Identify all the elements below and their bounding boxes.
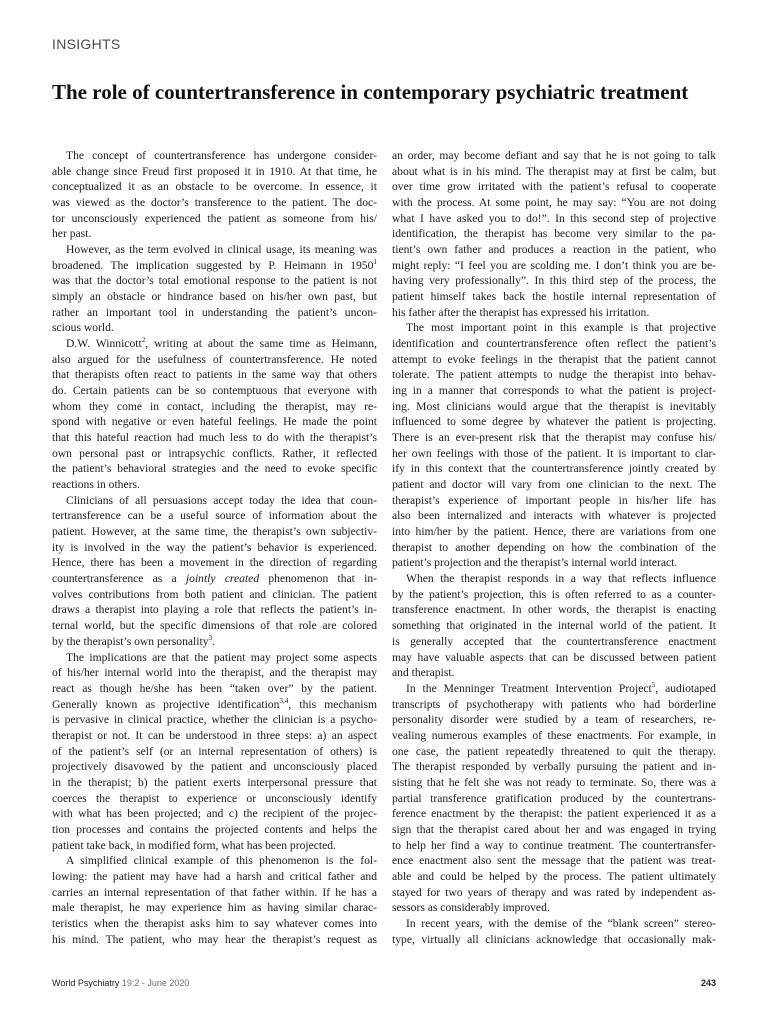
text-line: rather an important tool in understanding the patient’s uncon- [52,305,377,319]
text-line: therapist to another depending on how the combination of the [392,540,716,554]
text-line: his father after the therapist has expressed his irritation. [392,305,650,319]
text-line: ternal world, but the specific dimensions of that role are colored [52,619,377,633]
text-line: with what has been projected; and c) the recipient of the projec- [52,807,377,821]
reference-number: 1 [373,257,377,266]
article-title: The role of countertransference in contemporary psychiatric treatment [52,80,689,104]
text-line: something that originated in the internal world of the patient. It [392,619,716,633]
text-line: patient. However, at the same time, the therapist’s own subjectiv- [52,525,377,539]
text-line: carries an internal representation of that father within. If he has a [52,885,377,899]
text-line: own personal past or intrapsychic conflicts. Rather, it reflected [52,446,377,460]
text-line: therapist or not. It can be understood in three steps: a) an aspect [52,728,377,742]
text-line [52,571,377,587]
section-label: INSIGHTS [52,36,121,52]
text-line: of the patient’s self (or an internal representation of others) is [52,744,377,758]
text-line: tor unconsciously experienced the patient as someone from his/ [52,211,377,225]
text-run: , this mechanism [288,697,377,711]
text-line: able and could be helped by the process. The patient ultimately [392,869,716,883]
journal-name: World Psychiatry [52,978,120,988]
paragraph-first-line: A simplified clinical example of this phenomenon is the fol- [66,854,377,868]
paragraph-first-line: When the therapist responds in a way that reflects influence [406,572,716,586]
text-line: identification, the therapist has become very similar to the pa- [392,227,716,241]
text-line: coerces the therapist to experience or unconsciously identify [52,791,377,805]
text-line: tertransference can be a useful source of information about the [52,509,377,523]
text-line: attempt to evoke feelings in the therapist that the patient cannot [392,352,716,366]
text-line: having very professionally”. In this third step of the process, the [392,274,716,288]
text-run: , audiotaped [655,681,716,695]
text-run: D.W. Winnicott [66,337,142,351]
page-number: 243 [700,978,716,988]
text-line: in the therapist; b) the patient exerts interpersonal pressure that [52,775,377,789]
text-line: was that the doctor’s total emotional response to the patient is not [52,274,377,288]
text-line: into him/her by the patient. Hence, there are variations from one [392,525,716,539]
text-run: countertransference as a [52,572,186,586]
text-line: is pervasive in clinical practice, whether the clinician is a psycho- [52,713,377,727]
reference-number: 2 [141,336,146,345]
text-line: what I have asked you to do!”. In this second step of projective [392,211,716,225]
text-line: scious world. [52,321,114,335]
paragraph-first-line: Clinicians of all persuasions accept today the idea that coun- [66,493,377,507]
text-line: reactions in others. [52,478,140,492]
text-line: identification and countertransference often reflect the patient’s [392,337,716,351]
right-column [392,148,716,947]
text-line: simply an obstacle or hindrance based on his/her own past, but [52,290,377,304]
paragraph-first-line: In recent years, with the demise of the “blank screen” stereo- [406,916,716,930]
text-line: the patient’s behavioral strategies and the need to evoke specific [52,462,377,476]
text-line: react as though he/she has been “taken over” by the patient. [52,681,377,695]
text-line: one case, the patient repeatedly threatened to quit the therapy. [392,744,716,758]
text-line: is generally accepted that the countertransference enactment [392,634,716,648]
text-line: do. Certain patients can be so contemptuous that everyone with [52,384,377,398]
text-line: to help her find a way to continue treatment. The countertransfer- [392,838,716,852]
text-run: Generally known as projective identification [52,697,280,711]
text-line: transcripts of psychotherapy with patients who had borderline [392,697,716,711]
text-line: an order, may become defiant and say that he is not going to talk [392,149,716,162]
paragraph-first-line: The implications are that the patient may project some aspects [66,650,377,664]
text-line: sisting that he felt she was not ready to terminate. So, there was a [392,775,716,789]
text-line: There is an ever-present risk that the therapist may confuse his/ [392,431,716,445]
text-line: teristics when the therapist asks him to say whatever comes into [52,916,377,930]
paragraph-first-line [52,336,377,352]
text-line: sessors as considerably improved. [392,901,550,915]
paragraph-first-line: However, as the term evolved in clinical usage, its meaning was [66,243,377,257]
text-line: able change since Freud first proposed it in 1910. At that time, he [52,164,377,178]
journal-issue: 19:2 - June 2020 [121,978,190,988]
left-column [52,148,377,947]
text-line: type, virtually all clinicians acknowledge that occasionally mak- [392,932,716,946]
text-line: Hence, there has been a movement in the direction of regarding [52,556,377,570]
text-line: also been internalized and interacts with whatever is projected [392,509,716,523]
text-line: tolerate. The patient attempts to nudge the therapist into behav- [392,368,716,382]
text-line: her past. [52,227,92,241]
text-line: lowing: the patient may have had a harsh and critical father and [52,869,377,883]
text-line: also argued for the usefulness of countertransference. He noted [52,352,377,366]
text-line: patient himself takes back the hostile internal representation of [392,290,716,304]
text-line: ference enactment by the therapist: the patient experienced it as a [392,807,716,821]
text-line: was viewed as the doctor’s transference to the patient. The doc- [52,196,377,210]
text-line: personality disorder were studied by a team of researchers, re- [392,713,716,727]
reference-number: 5 [651,680,656,689]
text-line: patient take back, in modified form, what has been projected. [52,838,336,852]
text-run: by the therapist’s own personality [52,634,209,648]
text-line: ence enactment also sent the message that the patient was treat- [392,854,716,868]
text-line: male therapist, he may experience him as having similar charac- [52,901,377,915]
text-line: might reply: “I feel you are scolding me. I don’t think you are be- [392,258,716,272]
emphasized-text: jointly created [185,572,260,586]
text-line: transference enactment. In other words, the therapist is enacting [392,603,716,617]
text-line: ing in a manner that corresponds to what the patient is project- [392,384,716,398]
text-line: conceptualized it as an obstacle to be overcome. In essence, it [52,180,377,194]
text-line [52,258,377,274]
text-line [52,697,377,713]
text-line: sign that the therapist cared about her and was engaged in trying [392,822,716,836]
text-line: with the process. At some point, he may say: “You are not doing [392,196,716,210]
paragraph-first-line [392,681,716,697]
text-run: In the Menninger Treatment Intervention Project [406,681,652,695]
text-line [52,634,377,650]
text-line: patient’s projection and the therapist’s internal world interact. [392,556,678,570]
text-line: ing. Most clinicians would argue that the therapist is inevitably [392,399,716,413]
paragraph-first-line: The most important point in this example is that projective [406,321,716,335]
text-line: by the patient’s projection, this is often referred to as a counter- [392,587,716,601]
text-line: whom they come in contact, including the therapist, may re- [52,399,377,413]
text-line: draws a therapist into playing a role that reflects the patient’s in- [52,603,377,617]
text-line: stayed for two years of therapy and was rated by independent as- [392,885,716,899]
text-run: , writing at about the same time as Heimann, [145,337,377,351]
text-line: that this hateful reaction had much less to do with the therapist’s [52,431,377,445]
text-line: about what is in his mind. The therapist may at first be calm, but [392,164,716,178]
text-line: influenced to some degree by whatever the patient is projecting. [392,415,716,429]
text-line: tion processes and contains the projected contents and helps the [52,822,377,836]
text-line: tient’s own father and produces a reaction in the patient, who [392,243,716,257]
text-line: patient and doctor will vary from one clinician to the next. The [392,478,716,492]
text-line: therapist’s experience of important people in his/her life has [392,493,716,507]
reference-number: 3 [208,633,213,642]
text-line: his mind. The patient, who may hear the therapist’s request as [52,932,377,946]
text-line: ity is involved in the way the patient’s behavior is experienced. [52,540,377,554]
text-line: ify in this context that the countertransference jointly created by [392,462,716,476]
text-run: broadened. The implication suggested by P. Heimann in 1950 [52,258,374,272]
text-line: that therapists often react to patients in the same way that others [52,368,377,382]
text-line: her own feelings with those of the patient. It is important to clar- [392,446,716,460]
text-line: vealing numerous examples of these enactments. For example, in [392,728,716,742]
text-line: volves contributions from both patient and clinician. The patient [52,587,377,601]
text-line: of his/her internal world into the therapist, and the therapist may [52,666,377,680]
paragraph-first-line: The concept of countertransference has undergone consider- [66,149,377,162]
reference-number: 3,4 [279,696,289,705]
text-line: projectively disavowed by the patient and unconsciously placed [52,760,377,774]
text-line: may have valuable aspects that can be discussed between patient [392,650,716,664]
text-line: The therapist responded by verbally pursuing the patient and in- [392,760,716,774]
text-run: phenomenon that in- [259,572,377,586]
text-line: partial transference gratification produced by the countertrans- [392,791,716,805]
text-line: spond with negative or even hateful feelings. He made the point [52,415,377,429]
text-line: and therapist. [392,666,455,680]
footer-journal-info [52,978,189,988]
text-line: over time grow irritated with the patient’s refusal to cooperate [392,180,716,194]
text-run: . [212,634,215,648]
